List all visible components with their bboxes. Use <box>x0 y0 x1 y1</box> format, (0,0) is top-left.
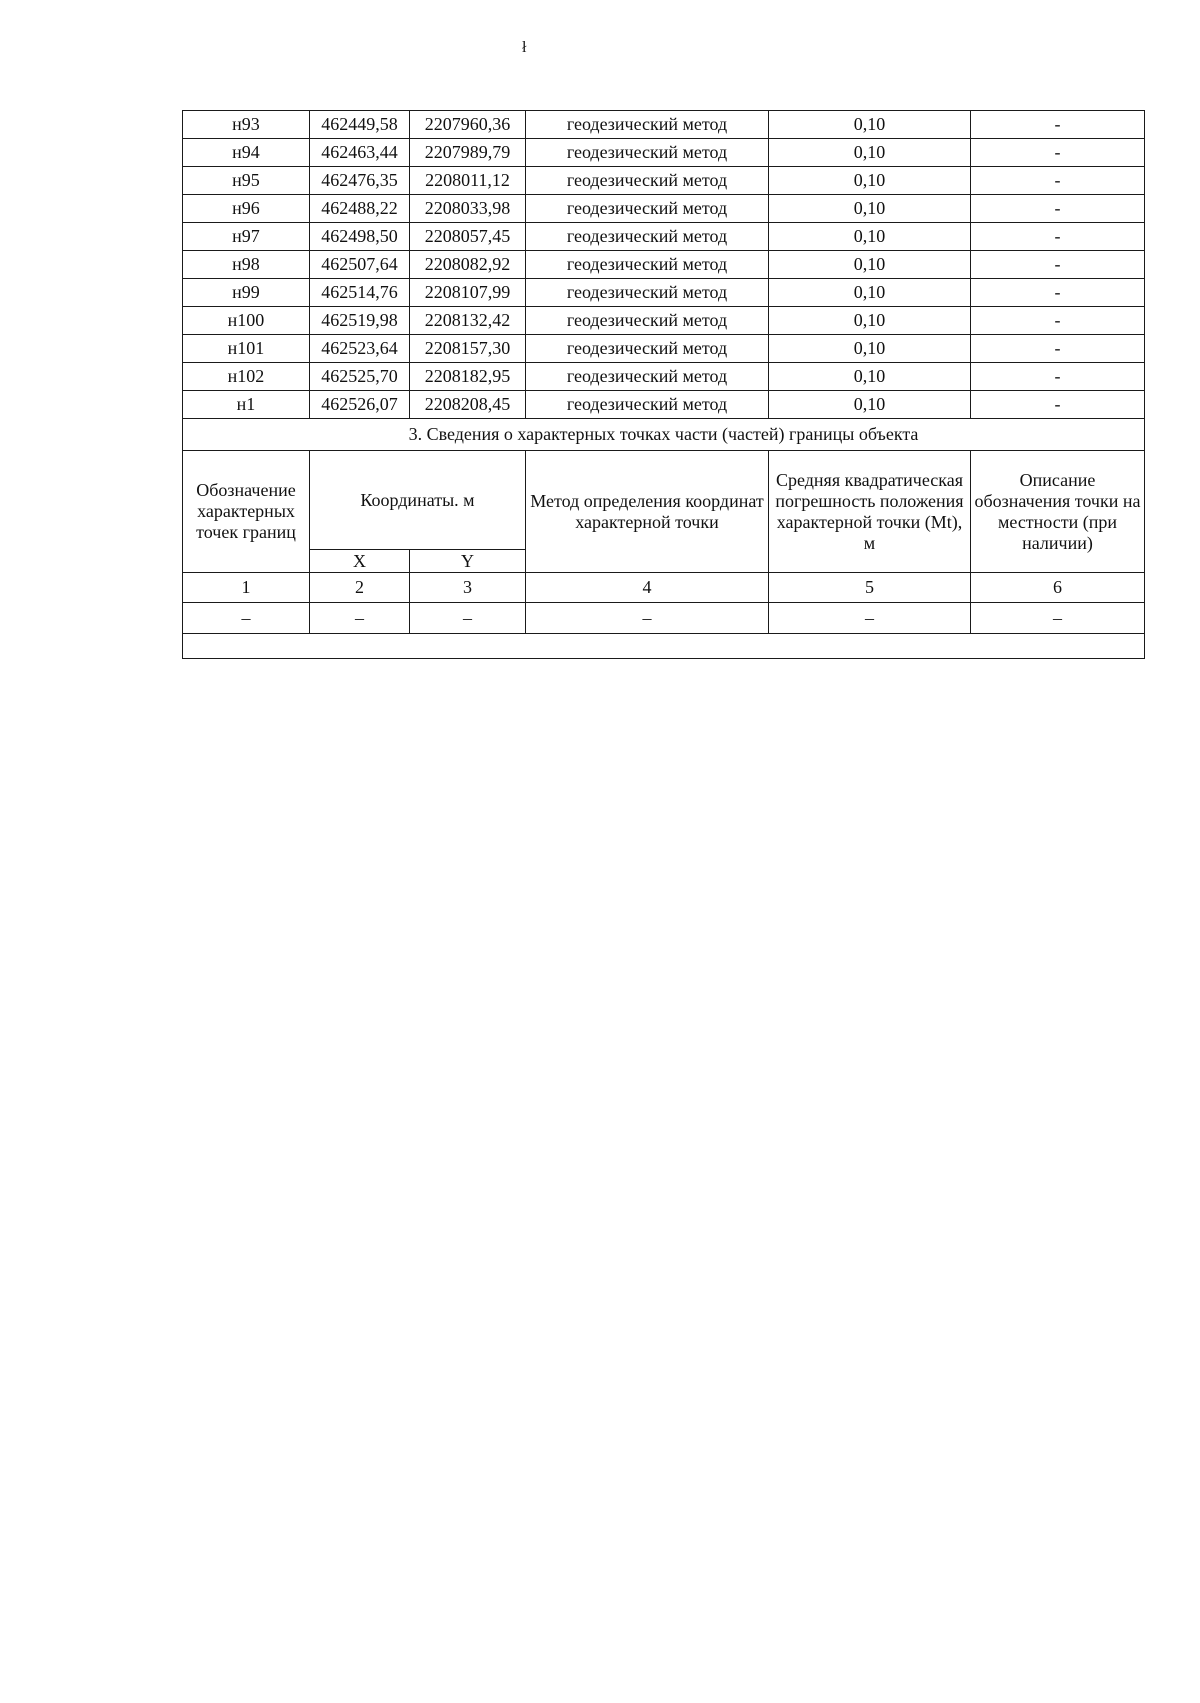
description-cell: - <box>971 195 1145 223</box>
description-cell: - <box>971 363 1145 391</box>
table-row <box>183 251 1145 279</box>
x-coordinate-cell: 462488,22 <box>310 195 410 223</box>
x-coordinate-cell: 462507,64 <box>310 251 410 279</box>
y-header: Y <box>410 550 526 573</box>
x-coordinate-cell: 462498,50 <box>310 223 410 251</box>
table-row <box>183 363 1145 391</box>
point-id-cell: н97 <box>183 223 310 251</box>
description-cell: - <box>971 167 1145 195</box>
column-number: 2 <box>310 573 410 603</box>
error-cell: 0,10 <box>769 363 971 391</box>
y-coordinate-cell: 2208132,42 <box>410 307 526 335</box>
blank-cell <box>183 634 1145 659</box>
description-cell: - <box>971 139 1145 167</box>
error-header: Средняя квадратическая погрешность положения характерной точки (Mt), м <box>769 451 971 573</box>
description-header: Описание обозначения точки на местности (при наличии) <box>971 451 1145 573</box>
error-cell: 0,10 <box>769 167 971 195</box>
point-id-cell: н95 <box>183 167 310 195</box>
section3-title-row <box>183 419 1145 451</box>
y-coordinate-cell: 2208057,45 <box>410 223 526 251</box>
x-coordinate-cell: 462476,35 <box>310 167 410 195</box>
column-number: 3 <box>410 573 526 603</box>
column-number: 1 <box>183 573 310 603</box>
x-coordinate-cell: 462449,58 <box>310 111 410 139</box>
x-coordinate-cell: 462514,76 <box>310 279 410 307</box>
error-cell: 0,10 <box>769 195 971 223</box>
method-cell: геодезический метод <box>526 223 769 251</box>
y-coordinate-cell: 2208011,12 <box>410 167 526 195</box>
method-header: Метод определения координат характерной точки <box>526 451 769 573</box>
y-coordinate-cell: 2208082,92 <box>410 251 526 279</box>
table-row <box>183 307 1145 335</box>
description-cell: - <box>971 251 1145 279</box>
description-cell: - <box>971 279 1145 307</box>
column-number: 4 <box>526 573 769 603</box>
table-row <box>183 195 1145 223</box>
y-coordinate-cell: 2208033,98 <box>410 195 526 223</box>
point-id-cell: н1 <box>183 391 310 419</box>
y-coordinate-cell: 2207960,36 <box>410 111 526 139</box>
x-coordinate-cell: 462525,70 <box>310 363 410 391</box>
column-number: 5 <box>769 573 971 603</box>
method-cell: геодезический метод <box>526 335 769 363</box>
method-cell: геодезический метод <box>526 251 769 279</box>
x-coordinate-cell: 462523,64 <box>310 335 410 363</box>
section3-title: 3. Сведения о характерных точках части (частей) границы объекта <box>183 419 1145 451</box>
table-row <box>183 279 1145 307</box>
y-coordinate-cell: 2208107,99 <box>410 279 526 307</box>
x-coordinate-cell: 462519,98 <box>310 307 410 335</box>
dash-cell: – <box>183 603 310 634</box>
error-cell: 0,10 <box>769 279 971 307</box>
section3-header-row <box>183 451 1145 550</box>
points-table-body <box>183 111 1145 419</box>
dash-cell: – <box>410 603 526 634</box>
page-mark: ł <box>522 39 527 56</box>
error-cell: 0,10 <box>769 223 971 251</box>
table-row <box>183 139 1145 167</box>
error-cell: 0,10 <box>769 307 971 335</box>
method-cell: геодезический метод <box>526 195 769 223</box>
error-cell: 0,10 <box>769 111 971 139</box>
point-id-cell: н102 <box>183 363 310 391</box>
point-id-cell: н98 <box>183 251 310 279</box>
description-cell: - <box>971 307 1145 335</box>
point-id-cell: н101 <box>183 335 310 363</box>
description-cell: - <box>971 111 1145 139</box>
y-coordinate-cell: 2208157,30 <box>410 335 526 363</box>
empty-data-row <box>183 603 1145 634</box>
error-cell: 0,10 <box>769 391 971 419</box>
y-coordinate-cell: 2207989,79 <box>410 139 526 167</box>
table-row <box>183 111 1145 139</box>
table-row <box>183 391 1145 419</box>
error-cell: 0,10 <box>769 251 971 279</box>
column-numbers-row <box>183 573 1145 603</box>
point-id-cell: н96 <box>183 195 310 223</box>
column-number: 6 <box>971 573 1145 603</box>
table-row <box>183 335 1145 363</box>
method-cell: геодезический метод <box>526 279 769 307</box>
point-id-cell: н93 <box>183 111 310 139</box>
point-id-cell: н99 <box>183 279 310 307</box>
x-coordinate-cell: 462463,44 <box>310 139 410 167</box>
method-cell: геодезический метод <box>526 167 769 195</box>
y-coordinate-cell: 2208182,95 <box>410 363 526 391</box>
method-cell: геодезический метод <box>526 139 769 167</box>
dash-cell: – <box>526 603 769 634</box>
error-cell: 0,10 <box>769 335 971 363</box>
x-header: X <box>310 550 410 573</box>
dash-cell: – <box>769 603 971 634</box>
designation-header: Обозначение характерных точек границ <box>183 451 310 573</box>
method-cell: геодезический метод <box>526 111 769 139</box>
error-cell: 0,10 <box>769 139 971 167</box>
blank-row <box>183 634 1145 659</box>
coordinates-header: Координаты. м <box>310 451 526 550</box>
method-cell: геодезический метод <box>526 363 769 391</box>
boundary-points-table <box>182 110 1145 659</box>
table-row <box>183 223 1145 251</box>
description-cell: - <box>971 335 1145 363</box>
description-cell: - <box>971 391 1145 419</box>
x-coordinate-cell: 462526,07 <box>310 391 410 419</box>
method-cell: геодезический метод <box>526 307 769 335</box>
point-id-cell: н100 <box>183 307 310 335</box>
dash-cell: – <box>971 603 1145 634</box>
description-cell: - <box>971 223 1145 251</box>
point-id-cell: н94 <box>183 139 310 167</box>
section3-table <box>183 419 1145 659</box>
table-row <box>183 167 1145 195</box>
dash-cell: – <box>310 603 410 634</box>
y-coordinate-cell: 2208208,45 <box>410 391 526 419</box>
method-cell: геодезический метод <box>526 391 769 419</box>
